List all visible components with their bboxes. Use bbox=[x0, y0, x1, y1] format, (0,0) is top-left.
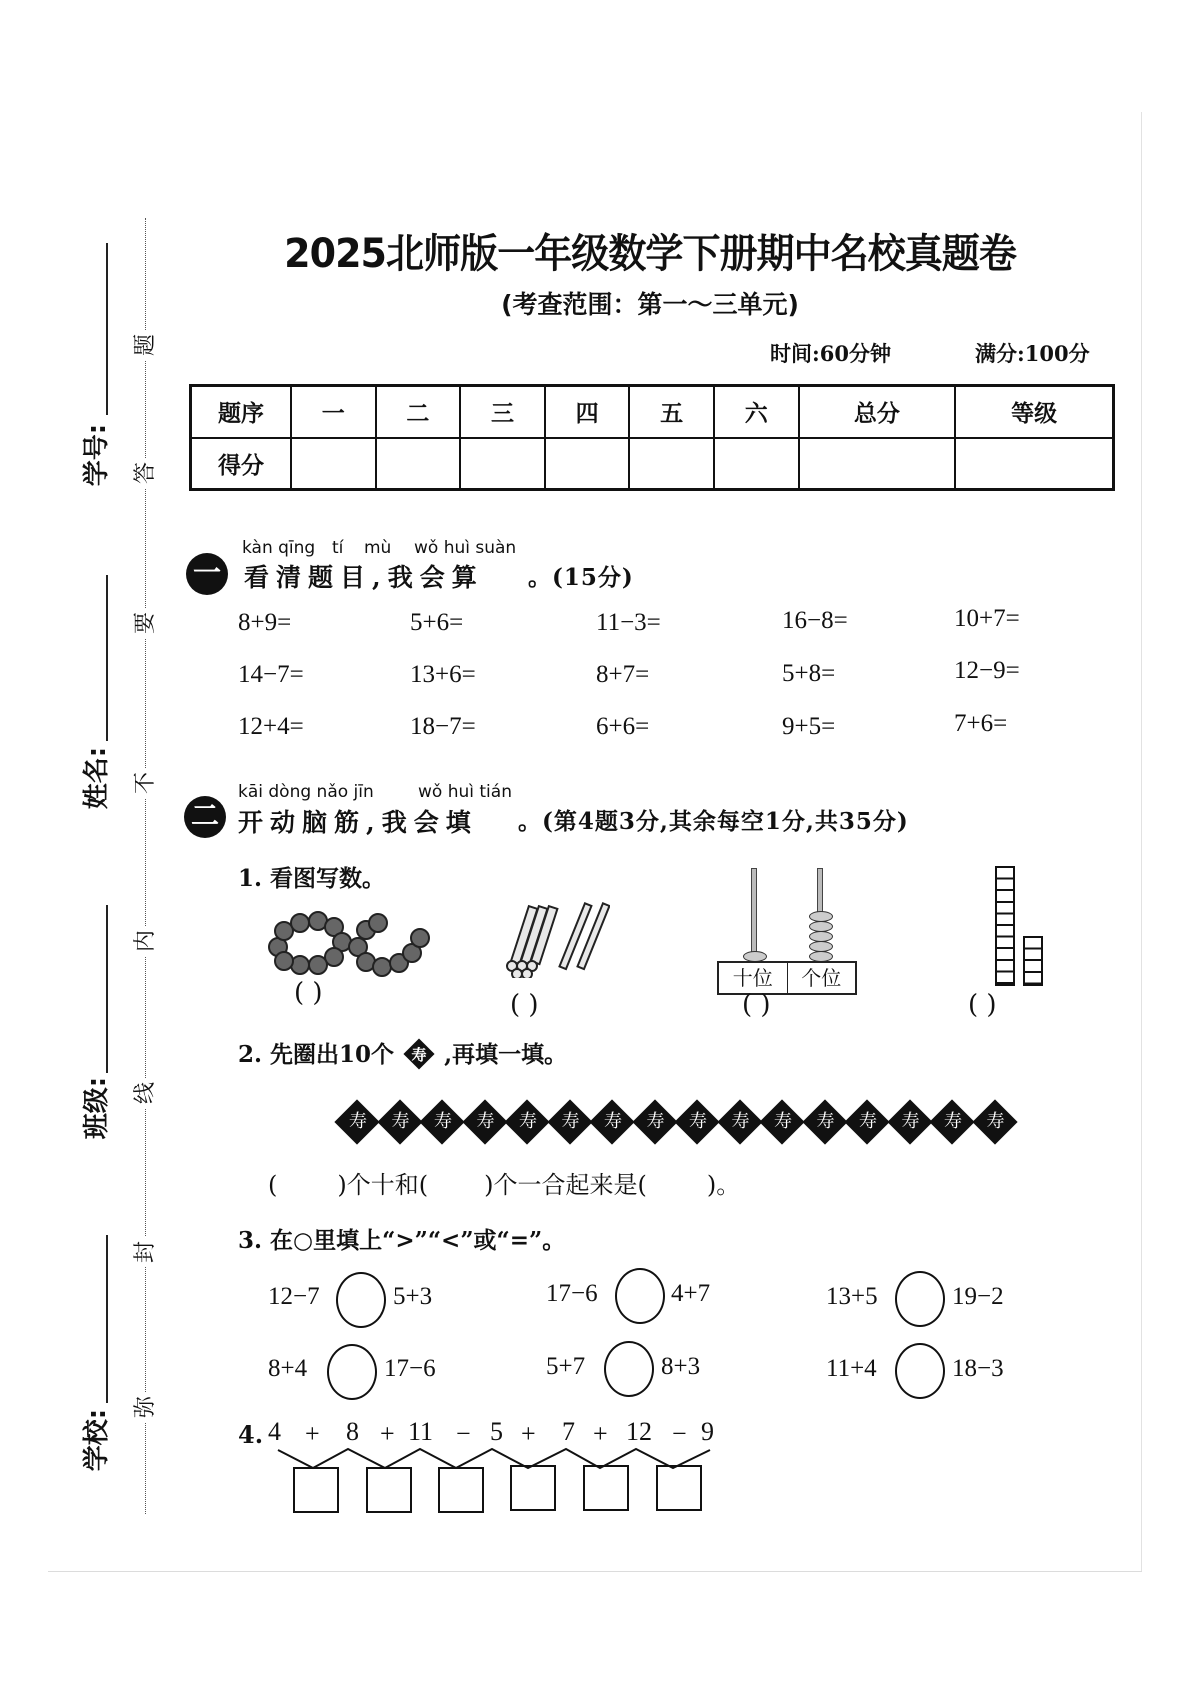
compare-left: 17−6 bbox=[546, 1280, 598, 1307]
score-table-cell: 四 bbox=[545, 386, 630, 438]
score-input-cell[interactable] bbox=[714, 438, 799, 490]
compare-circle[interactable] bbox=[895, 1343, 945, 1399]
q4-operator: − bbox=[456, 1419, 471, 1448]
school-label: 学校: bbox=[82, 1408, 112, 1472]
compare-left: 5+7 bbox=[546, 1353, 586, 1380]
diamond-item[interactable]: 寿 bbox=[634, 1098, 677, 1146]
exam-time: 时间:60分钟 bbox=[770, 341, 891, 366]
calc-problem: 18−7= bbox=[410, 713, 476, 740]
name-line[interactable] bbox=[106, 575, 108, 741]
score-table-score-row bbox=[191, 438, 1114, 490]
question-4-label: 4. bbox=[238, 1420, 264, 1449]
compare-right: 4+7 bbox=[671, 1280, 711, 1307]
compare-circle[interactable] bbox=[895, 1271, 945, 1327]
q4-term: 12 bbox=[626, 1417, 652, 1446]
name-label: 姓名: bbox=[82, 746, 112, 810]
beads-figure bbox=[262, 905, 442, 980]
calc-problem: 5+8= bbox=[782, 660, 836, 687]
diamond-item[interactable]: 寿 bbox=[421, 1098, 464, 1146]
section-badge: 一 bbox=[186, 553, 228, 595]
class-label: 班级: bbox=[82, 1076, 112, 1140]
calc-problem: 6+6= bbox=[596, 713, 650, 740]
q4-term: 5 bbox=[490, 1417, 503, 1446]
answer-box[interactable] bbox=[656, 1465, 702, 1511]
diamond-item[interactable]: 寿 bbox=[931, 1098, 974, 1146]
calc-problem: 13+6= bbox=[410, 661, 476, 688]
pinyin: wǒ huì tián bbox=[418, 782, 512, 802]
score-table-cell: 三 bbox=[460, 386, 545, 438]
calc-problem: 12+4= bbox=[238, 713, 304, 740]
question-3-label: 3. 在○里填上“>”“<”或“=”。 bbox=[238, 1227, 566, 1254]
answer-blank[interactable]: ( ) bbox=[968, 990, 997, 1020]
q4-term: 4 bbox=[268, 1417, 281, 1446]
seal-char: 弥 bbox=[131, 1392, 161, 1422]
score-table-header-row bbox=[191, 386, 1114, 438]
answer-box[interactable] bbox=[438, 1467, 484, 1513]
compare-circle[interactable] bbox=[327, 1344, 377, 1400]
score-table-cell: 等级 bbox=[955, 386, 1113, 438]
full-score: 满分:100分 bbox=[975, 341, 1090, 366]
compare-left: 11+4 bbox=[826, 1355, 877, 1382]
score-input-cell[interactable] bbox=[291, 438, 376, 490]
abacus-figure bbox=[717, 868, 857, 988]
seal-char: 题 bbox=[131, 330, 161, 360]
class-line[interactable] bbox=[106, 905, 108, 1073]
q4-operator: + bbox=[305, 1419, 320, 1448]
page-title: 2025北师版一年级数学下册期中名校真题卷 bbox=[284, 231, 1016, 277]
pinyin: tí bbox=[332, 538, 344, 558]
q4-term: 9 bbox=[701, 1417, 714, 1446]
answer-blank[interactable]: ( ) bbox=[510, 990, 539, 1020]
page-border-right bbox=[1141, 112, 1142, 1572]
pinyin: mù bbox=[364, 538, 392, 558]
score-table-cell: 题序 bbox=[191, 386, 292, 438]
diamond-item[interactable]: 寿 bbox=[889, 1098, 932, 1146]
score-table-cell: 总分 bbox=[799, 386, 956, 438]
compare-right: 18−3 bbox=[952, 1355, 1004, 1382]
section-note: 。(第4题3分,其余每空1分,共35分) bbox=[518, 808, 909, 835]
calc-problem: 12−9= bbox=[954, 657, 1020, 684]
answer-box[interactable] bbox=[293, 1467, 339, 1513]
q4-term: 11 bbox=[408, 1417, 434, 1446]
compare-left: 12−7 bbox=[268, 1283, 320, 1310]
cubes-figure bbox=[995, 866, 1055, 986]
q4-operator: + bbox=[521, 1419, 536, 1448]
student-id-line[interactable] bbox=[106, 243, 108, 415]
seal-char: 要 bbox=[131, 608, 161, 638]
sticks-figure bbox=[500, 898, 610, 978]
compare-circle[interactable] bbox=[604, 1341, 654, 1397]
calc-problem: 14−7= bbox=[238, 661, 304, 688]
diamond-item[interactable]: 寿 bbox=[974, 1098, 1017, 1146]
calc-problem: 5+6= bbox=[410, 609, 464, 636]
score-table-cell: 六 bbox=[714, 386, 799, 438]
section-title: 看清题目,我会算 bbox=[244, 563, 484, 592]
score-input-cell[interactable] bbox=[460, 438, 545, 490]
score-input-cell[interactable] bbox=[376, 438, 461, 490]
diamond-item[interactable]: 寿 bbox=[506, 1098, 549, 1146]
q4-operator: + bbox=[380, 1419, 395, 1448]
diamond-item[interactable]: 寿 bbox=[676, 1098, 719, 1146]
calc-problem: 10+7= bbox=[954, 605, 1020, 632]
seal-char: 封 bbox=[131, 1237, 161, 1267]
score-table-cell: 一 bbox=[291, 386, 376, 438]
score-input-cell[interactable] bbox=[545, 438, 630, 490]
score-input-cell[interactable] bbox=[629, 438, 714, 490]
seal-dotted-line bbox=[145, 218, 146, 1514]
page-border-bottom bbox=[48, 1571, 1142, 1572]
answer-blank[interactable]: ( ) bbox=[742, 990, 771, 1020]
calc-problem: 8+7= bbox=[596, 661, 650, 688]
score-table-cell: 五 bbox=[629, 386, 714, 438]
compare-right: 17−6 bbox=[384, 1355, 436, 1382]
score-table bbox=[189, 384, 1115, 491]
compare-right: 8+3 bbox=[661, 1353, 701, 1380]
section-badge: 二 bbox=[184, 796, 226, 838]
q4-term: 8 bbox=[346, 1417, 359, 1446]
question-1-label: 1. 看图写数。 bbox=[238, 865, 386, 892]
seal-char: 线 bbox=[131, 1078, 161, 1108]
diamond-item[interactable]: 寿 bbox=[804, 1098, 847, 1146]
seal-char: 不 bbox=[131, 768, 161, 798]
pinyin: kàn qīng bbox=[242, 538, 316, 558]
page-subtitle: (考查范围：第一～三单元) bbox=[501, 290, 799, 319]
compare-right: 19−2 bbox=[952, 1283, 1004, 1310]
diamond-item[interactable]: 寿 bbox=[336, 1098, 379, 1146]
calc-problem: 11−3= bbox=[596, 609, 661, 636]
diamond-item[interactable]: 寿 bbox=[464, 1098, 507, 1146]
diamond-item[interactable]: 寿 bbox=[846, 1098, 889, 1146]
q2-fill-line: ( )个十和( )个一合起来是( )。 bbox=[268, 1171, 741, 1199]
compare-circle[interactable] bbox=[336, 1272, 386, 1328]
tens-place-label: 十位 bbox=[719, 963, 788, 993]
answer-box[interactable] bbox=[510, 1465, 556, 1511]
diamond-item[interactable]: 寿 bbox=[549, 1098, 592, 1146]
answer-box[interactable] bbox=[366, 1467, 412, 1513]
q4-term: 7 bbox=[562, 1417, 575, 1446]
pinyin: kāi dòng nǎo jīn bbox=[238, 782, 374, 802]
ones-place-label: 个位 bbox=[801, 966, 842, 990]
student-id-label: 学号: bbox=[82, 423, 112, 487]
pinyin: wǒ huì suàn bbox=[414, 538, 517, 558]
diamond-item[interactable]: 寿 bbox=[761, 1098, 804, 1146]
q2-label-start: 2. 先圈出10个 bbox=[238, 1041, 395, 1068]
calc-problem: 9+5= bbox=[782, 713, 836, 740]
compare-right: 5+3 bbox=[393, 1283, 433, 1310]
seal-char: 内 bbox=[131, 926, 161, 956]
section-title: 开动脑筋,我会填 bbox=[238, 808, 478, 837]
diamond-item[interactable]: 寿 bbox=[379, 1098, 422, 1146]
answer-box[interactable] bbox=[583, 1465, 629, 1511]
calc-problem: 7+6= bbox=[954, 710, 1008, 737]
section-note: 。(15分) bbox=[528, 564, 634, 591]
calc-problem: 16−8= bbox=[782, 607, 848, 634]
score-row-label: 得分 bbox=[191, 438, 292, 490]
question-2-label bbox=[238, 1036, 567, 1071]
compare-left: 8+4 bbox=[268, 1355, 308, 1382]
diamond-row bbox=[336, 1098, 1016, 1146]
compare-left: 13+5 bbox=[826, 1283, 878, 1310]
q4-operator: + bbox=[593, 1419, 608, 1448]
seal-char: 答 bbox=[131, 458, 161, 488]
q4-operator: − bbox=[672, 1419, 687, 1448]
diamond-item[interactable]: 寿 bbox=[719, 1098, 762, 1146]
diamond-icon: 寿 bbox=[402, 1041, 436, 1071]
diamond-item[interactable]: 寿 bbox=[591, 1098, 634, 1146]
compare-circle[interactable] bbox=[615, 1268, 665, 1324]
q2-label-end: ,再填一填。 bbox=[444, 1041, 568, 1068]
answer-blank[interactable]: ( ) bbox=[294, 978, 323, 1008]
score-table-cell: 二 bbox=[376, 386, 461, 438]
school-line[interactable] bbox=[106, 1235, 108, 1403]
score-input-cell[interactable] bbox=[955, 438, 1113, 490]
calc-problem: 8+9= bbox=[238, 609, 292, 636]
score-input-cell[interactable] bbox=[799, 438, 956, 490]
